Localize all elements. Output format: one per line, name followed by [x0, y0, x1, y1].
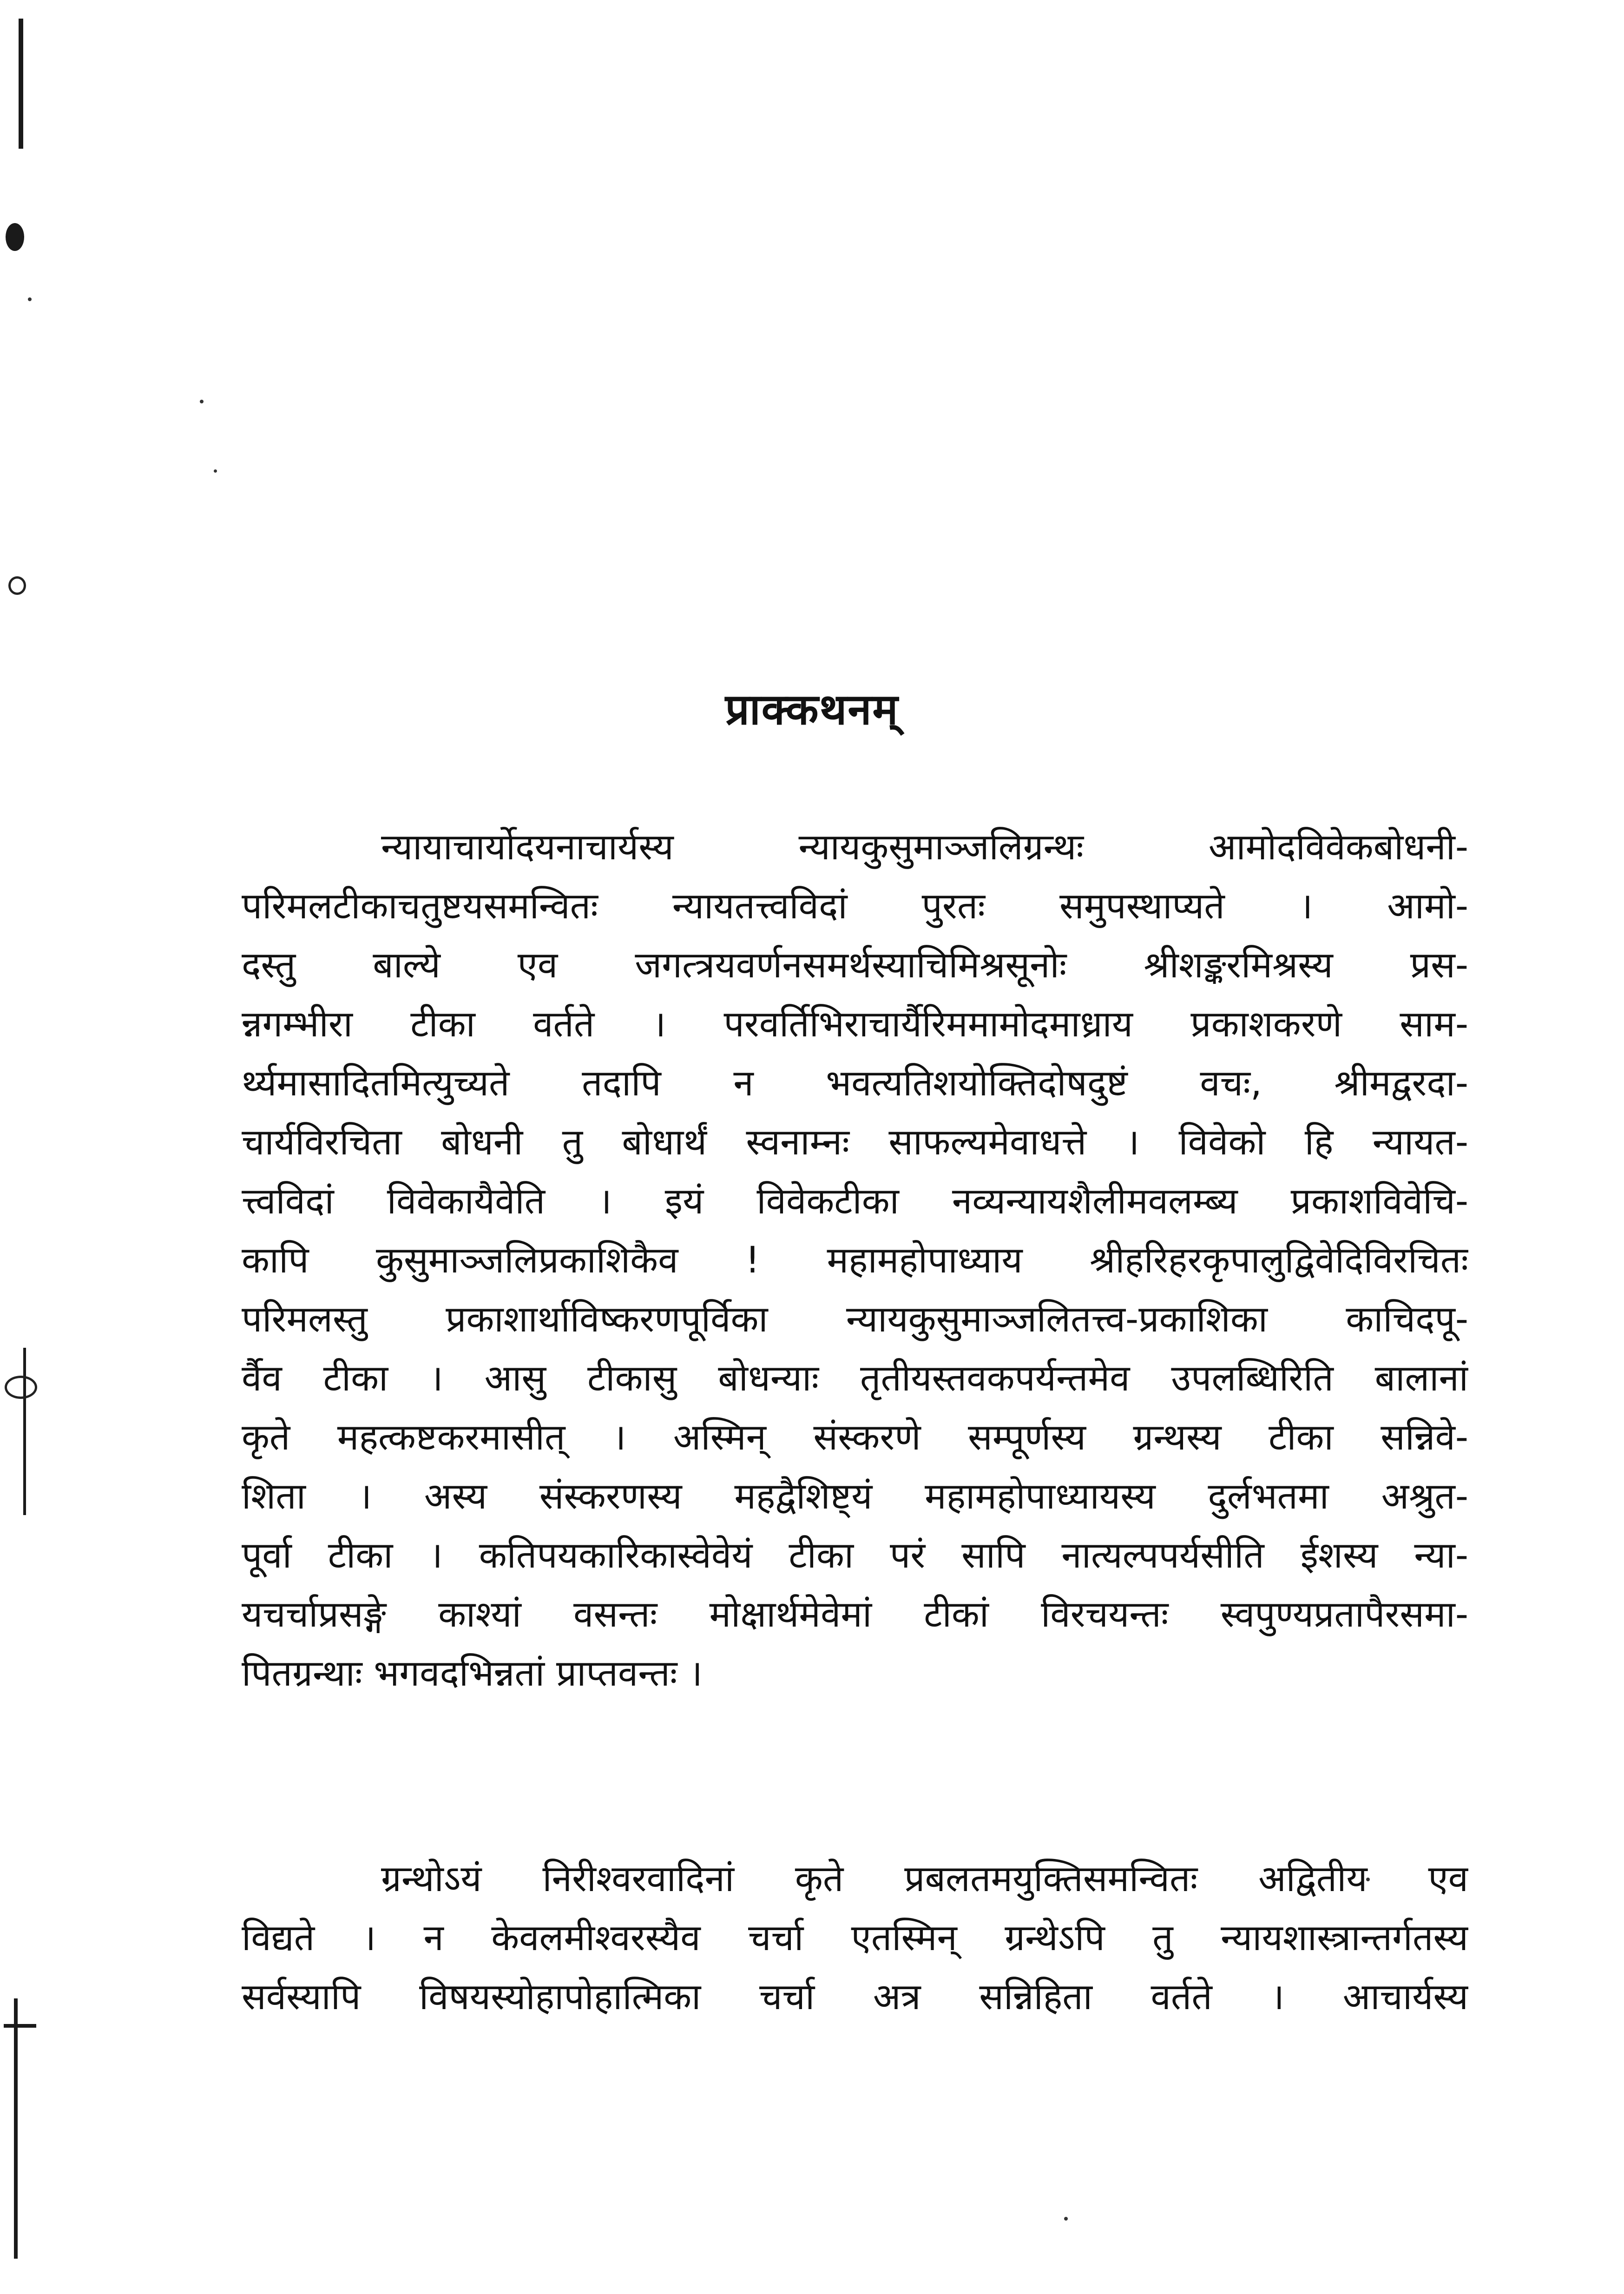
- paragraph-2: [242, 1850, 1468, 2027]
- text-line: शिता । अस्य संस्करणस्य महद्वैशिष्ट्यं महामहोपाध्यायस्य दुर्लभतमा अश्रुत-: [242, 1476, 1468, 1517]
- page-title: प्राक्कथनम्: [725, 685, 899, 734]
- scan-edge-mark: [19, 19, 23, 149]
- text-line: सर्वस्यापि विषयस्योहापोहात्मिका चर्चा अत्र सन्निहिता वर्तते । आचार्यस्य: [242, 1976, 1468, 2018]
- scan-speck: [28, 297, 32, 301]
- text-line: पूर्वा टीका । कतिपयकारिकास्वेवेयं टीका परं सापि नात्यल्पपर्यसीति ईशस्य न्या-: [242, 1535, 1468, 1576]
- scan-edge-mark: [23, 1348, 26, 1515]
- text-line: र्थ्यमासादितमित्युच्यते तदापि न भवत्यतिशयोक्तिदोषदुष्टं वचः, श्रीमद्वरदा-: [242, 1062, 1468, 1104]
- scan-edge-mark: [5, 1376, 37, 1399]
- paragraph-1: [242, 818, 1468, 1703]
- text-line: कापि कुसुमाञ्जलिप्रकाशिकैव ! महामहोपाध्याय श्रीहरिहरकृपालुद्विवेदिविरचितः: [242, 1239, 1468, 1281]
- text-line: परिमलटीकाचतुष्टयसमन्वितः न्यायतत्त्वविदां पुरतः समुपस्थाप्यते । आमो-: [242, 885, 1468, 927]
- scan-speck: [200, 400, 204, 403]
- text-line: कृते महत्कष्टकरमासीत् । अस्मिन् संस्करणे सम्पूर्णस्य ग्रन्थस्य टीका सन्निवे-: [242, 1417, 1468, 1458]
- text-line: र्वैव टीका । आसु टीकासु बोधन्याः तृतीयस्तवकपर्यन्तमेव उपलब्धिरिति बालानां: [242, 1358, 1468, 1399]
- scan-edge-mark: [6, 223, 24, 251]
- scan-edge-mark: [8, 576, 26, 595]
- text-line: दस्तु बाल्ये एव जगत्त्रयवर्णनसमर्थस्याचिमिश्रसूनोः श्रीशङ्करमिश्रस्य प्रस-: [242, 944, 1468, 986]
- scan-edge-mark: [14, 1998, 18, 2259]
- text-line: यचर्चाप्रसङ्गे काश्यां वसन्तः मोक्षार्थमेवेमां टीकां विरचयन्तः स्वपुण्यप्रतापैरसमा-: [242, 1594, 1468, 1635]
- text-line: पितग्रन्थाः भगवदभिन्नतां प्राप्तवन्तः ।: [242, 1653, 703, 1694]
- text-line: न्यायाचार्योदयनाचार्यस्य न्यायकुसुमाञ्जलिग्रन्थः आमोदविवेकबोधनी-: [381, 826, 1468, 868]
- text-line: त्त्वविदां विवेकायैवेति । इयं विवेकटीका नव्यन्यायशैलीमवलम्ब्य प्रकाशविवेचि-: [242, 1180, 1468, 1222]
- scan-edge-mark: [4, 2024, 36, 2028]
- scan-speck: [1064, 2217, 1068, 2221]
- scan-speck: [214, 469, 217, 473]
- text-line: ग्रन्थोऽयं निरीश्वरवादिनां कृते प्रबलतमयुक्तिसमन्वितः अद्वितीय एव: [381, 1858, 1468, 1900]
- text-line: परिमलस्तु प्रकाशार्थाविष्करणपूर्विका न्यायकुसुमाञ्जलितत्त्व-प्रकाशिका काचिदपू-: [242, 1299, 1468, 1340]
- text-line: विद्यते । न केवलमीश्वरस्यैव चर्चा एतस्मिन् ग्रन्थेऽपि तु न्यायशास्त्रान्तर्गतस्य: [242, 1917, 1468, 1959]
- text-line: न्नगम्भीरा टीका वर्तते । परवर्तिभिराचार्यैरिममामोदमाध्राय प्रकाशकरणे साम-: [242, 1003, 1468, 1045]
- text-line: चार्यविरचिता बोधनी तु बोधार्थं स्वनाम्नः साफल्यमेवाधत्ते । विवेको हि न्यायत-: [242, 1121, 1468, 1163]
